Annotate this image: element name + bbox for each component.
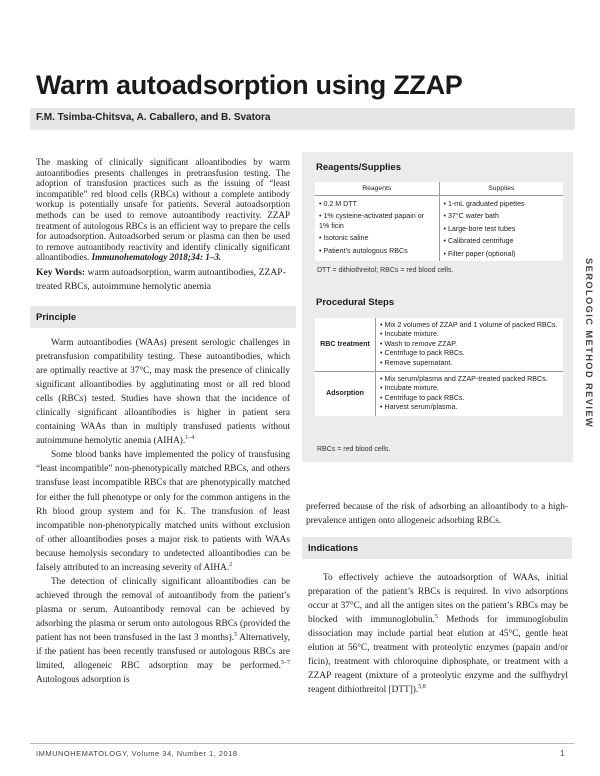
principle-heading: Principle [30,306,296,328]
sidebar-box [302,152,573,462]
keywords-label: Key Words: [36,267,86,278]
list-item: • 37°C water bath [443,212,499,221]
list-item: • 1-mL graduated pipettes [443,200,525,208]
principle-paragraph-1: Warm autoantibodies (WAAs) present serologic challenges in pretransfusion compatibility testing. These autoantibodies, which are optimally reactive at 37°C, may mask the presence of clinically significant alloantibodies by agglutinating most or all red blood cells (RBCs) tested. Studies have shown that the incidence of clinically significant alloantibodies is higher in patient sera containing WAAs than in multiply transfused patients without autoimmune hemolytic anemia (AIHA).$^{1-4}$ [36,338,290,447]
supplies-list [439,196,563,262]
procedure-row-label: Adsorption [315,372,376,416]
reagents-list [315,196,439,262]
principle-paragraph-3: The detection of clinically significant alloantibodies can be achieved through the removal of autoantibody from the patient’s plasma or serum. Autoantibody removal can be achieved by adsorbing the plasma or serum onto autologous RBCs (provided the patient has not been transfused in the last 3 months).$^5$ Alternatively, if the patient has been recently transfused or autologous RBCs are limited, allogeneic RBC adsorption may be performed.$^{5-7}$ Autologous adsorption is [36,576,290,686]
keywords-text: warm autoadsorption, warm autoantibodies, ZZAP-treated RBCs, autoimmune hemolytic anemia [36,267,286,292]
procedure-steps [376,372,564,416]
list-item: • Remove supernatant. [380,358,453,367]
principle-continuation [306,500,568,528]
list-item: • Mix serum/plasma and ZZAP-treated packed RBCs. [380,375,548,384]
procedure-table [315,318,563,416]
list-item: • Filter paper (optional) [443,249,516,258]
footer-journal: IMMUNOHEMATOLOGY, Volume 34, Number 1, 2018 [36,749,238,758]
list-item: • Large-bore test tubes [443,224,516,233]
principle-body [36,336,290,687]
abstract [36,157,290,263]
list-item: • Centrifuge to pack RBCs. [380,349,465,358]
page-number: 1 [560,749,565,758]
procedure-footnote: RBCs = red blood cells. [317,446,391,453]
indications-body [308,571,568,697]
principle-paragraph-2: Some blood banks have implemented the policy of transfusing “least incompatible” non-phenotypically matched RBCs, and others transfuse least incompatible RBCs that are phenotypically matched for either the full phenotype or only for the common antigens in the Rh blood group system and for K. The transfusion of least incompatible non-phenotypically matched units without exclusion of other alloantibodies poses a major risk to patients with WAAs because hemolysis secondary to undetected alloantibodies can be falsely attributed to an increasing severity of AIHA.$^2$ [36,450,290,573]
reagents-table [315,182,563,261]
abstract-text: The masking of clinically significant alloantibodies by warm autoantibodies presents challenges in pretransfusion testing. The adoption of transfusion practices such as the issuing of “least incompatible” red blood cells (RBCs) without a complete antibody workup is potentially unsafe for patients. Several autoadsorption methods can be used to remove autoantibody reactivity. ZZAP treatment of autologous RBCs is an efficient way to prepare the cells for autoadsorption. Autoadsorbed serum or plasma can then be used to remove autoantibody reactivity and identify clinically significant alloantibodies. [36,157,290,263]
list-item: • Centrifuge to pack RBCs. [380,393,465,402]
list-item: • Isotonic saline [319,234,369,243]
list-item: • Patient’s autologous RBCs [319,246,408,255]
list-item: • Incubate mixture. [380,330,439,339]
abstract-citation: Immunohematology 2018;34: 1–3. [91,252,222,263]
procedure-heading: Procedural Steps [316,297,395,308]
footer-divider [30,743,575,744]
list-item: • 1% cysteine-activated papain or 1% ficin [319,212,425,230]
procedure-steps [376,318,564,372]
supplies-col-header: Supplies [439,182,563,196]
list-item: • Calibrated centrifuge [443,237,514,246]
list-item: • 0.2 M DTT [319,200,357,208]
reagents-footnote: DTT = dithiothreitol; RBCs = red blood cells. [317,267,454,274]
article-authors: F.M. Tsimba-Chitsva, A. Caballero, and B. Svatora [36,112,271,123]
reagents-col-header: Reagents [315,182,439,196]
list-item: • Wash to remove ZZAP. [380,339,457,348]
list-item: • Incubate mixture. [380,384,439,393]
principle-paragraph-3-continued: preferred because of the risk of adsorbing an alloantibody to a high-prevalence antigen onto allogeneic adsorbing RBCs. [306,502,568,527]
list-item: • Mix 2 volumes of ZZAP and 1 volume of packed RBCs. [380,321,558,329]
indications-paragraph: To effectively achieve the autoadsorption of WAAs, initial preparation of the patient’s RBCs is required. In vivo adsorptions occur at 37°C, and all the antigen sites on the patient’s RBCs may be blocked with immunoglobulin.$^5$ Methods for immunoglobulin dissociation may include partial heat elution at 45°C, gentle heat elution at 56°C, treatment with proteolytic enzymes (papain and/or ficin), treatment with chloroquine diphosphate, or treatment with a ZZAP reagent (mixture of a proteolytic enzyme and the sulfhydryl reagent dithiothreitol [DTT]).$^{5,8}$ [308,573,568,696]
indications-heading: Indications [302,537,572,559]
section-side-label: SEROLOGIC METHOD REVIEW [584,258,594,429]
keywords [36,266,296,293]
reagents-heading: Reagents/Supplies [316,162,401,173]
procedure-row-label: RBC treatment [315,318,376,372]
article-title: Warm autoadsorption using ZZAP [36,70,463,100]
list-item: • Harvest serum/plasma. [380,403,458,412]
